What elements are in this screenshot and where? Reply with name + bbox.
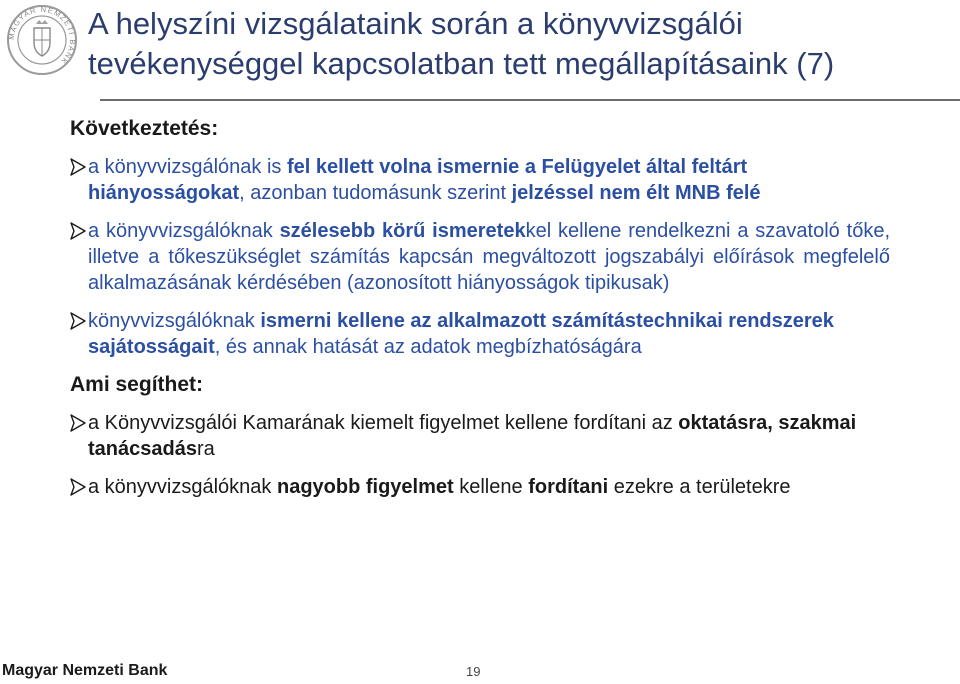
bullet-item	[70, 410, 890, 462]
page-number: 19	[466, 664, 481, 679]
arrow-bullet-icon	[70, 312, 86, 330]
title-divider	[100, 99, 960, 101]
help-heading: Ami segíthet:	[70, 373, 204, 396]
bullet-item	[70, 308, 890, 360]
arrow-bullet-icon	[70, 414, 86, 432]
bullet-text: a könyvvizsgálónak is fel kellett volna ismernie a Felügyelet által feltárt hiányosságokat, azonban tudomásunk szerint jelzéssel nem élt MNB felé	[88, 156, 761, 204]
arrow-bullet-icon	[70, 158, 86, 176]
mnb-seal-icon	[6, 4, 78, 76]
footer-brand: Magyar Nemzeti Bank	[2, 662, 168, 679]
bullet-text: a könyvvizsgálóknak nagyobb figyelmet kellene fordítani ezekre a területekre	[88, 476, 791, 498]
arrow-bullet-icon	[70, 478, 86, 496]
slide-content	[70, 116, 890, 512]
bullet-text: a Könyvvizsgálói Kamarának kiemelt figyelmet kellene fordítani az oktatásra, szakmai tanácsadásra	[88, 412, 857, 460]
svg-text:MAGYAR NEMZETI BANK: MAGYAR NEMZETI BANK	[6, 4, 78, 67]
bullet-item	[70, 154, 890, 206]
bullet-text: könyvvizsgálóknak ismerni kellene az alkalmazott számítástechnikai rendszerek sajátosságait, és annak hatását az adatok megbízhatóságára	[88, 310, 834, 358]
bullet-item	[70, 474, 890, 500]
arrow-bullet-icon	[70, 222, 86, 240]
conclusion-heading: Következtetés:	[70, 117, 219, 140]
bullet-item	[70, 218, 890, 296]
bullet-text: a könyvvizsgálóknak szélesebb körű ismeretekkel kellene rendelkezni a szavatoló tőke, illetve a tőkeszükséglet számítás kapcsán megváltozott jogszabályi előírások megfelelő alkalmazásának kérdésében (azonosított hiányosságok tipikusak)	[88, 220, 890, 294]
page-title: A helyszíni vizsgálataink során a könyvvizsgálói tevékenységgel kapcsolatban tett megállapításaink (7)	[88, 6, 835, 81]
